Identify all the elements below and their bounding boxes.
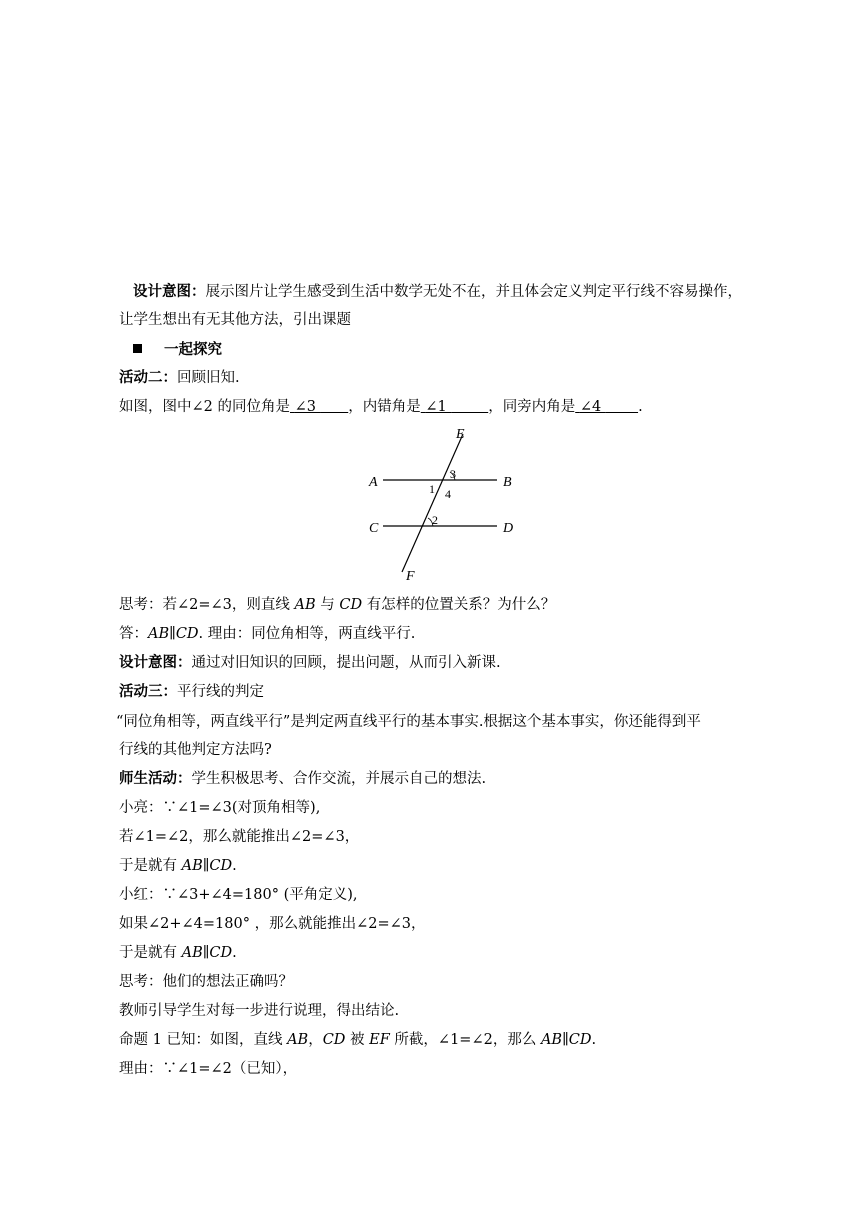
section-heading xyxy=(133,340,222,360)
question-text-2: ，内错角是 xyxy=(348,399,421,415)
label-a: A xyxy=(369,475,378,490)
question-end: . xyxy=(638,399,643,415)
answer-label: 答： xyxy=(119,626,148,642)
prop-end: . xyxy=(591,1032,597,1048)
label-d: D xyxy=(503,521,514,536)
activity-2-text: 回顾旧知. xyxy=(177,370,240,386)
angle-2-label: 2 xyxy=(432,513,438,527)
think-1-text: 思考：若∠2=∠3，则直线 xyxy=(119,597,295,613)
ts-text: 学生积极思考、合作交流，并展示自己的想法. xyxy=(191,771,487,787)
parallel-lines-figure xyxy=(360,422,530,584)
question-text: 如图，图中∠2 的同位角是 xyxy=(119,399,290,415)
design-intent-2-text: 通过对旧知识的回顾，提出问题，从而引入新课. xyxy=(191,655,501,671)
answer-line xyxy=(119,624,415,644)
xiaoliang-1: 小亮：∵∠1=∠3(对顶角相等), xyxy=(119,800,321,816)
design-intent-2-label: 设计意图： xyxy=(119,654,192,671)
var-ab: AB xyxy=(294,597,316,613)
question-text-3: ，同旁内角是 xyxy=(488,399,576,415)
teacher-guide: 教师引导学生对每一步进行说理，得出结论. xyxy=(119,1003,400,1019)
xiaoliang-3 xyxy=(119,856,237,876)
teacher-student-activity xyxy=(119,769,486,789)
answer-parallel: AB∥CD xyxy=(148,626,199,642)
design-intent-label: 设计意图： xyxy=(133,283,206,300)
prop-parallel: AB∥CD xyxy=(540,1032,592,1048)
xh3-parallel: AB∥CD xyxy=(181,945,233,961)
answer-3: ∠4 xyxy=(579,399,606,415)
prop-ab: AB xyxy=(287,1032,309,1048)
answer-blank-1 xyxy=(290,399,348,415)
var-cd: CD xyxy=(339,597,363,613)
label-c: C xyxy=(369,521,379,536)
design-intent-text: 展示图片让学生感受到生活中数学无处不在，并且体会定义判定平行线不容易操作， xyxy=(205,284,742,300)
answer-1: ∠3 xyxy=(294,399,321,415)
answer-blank-2 xyxy=(421,399,488,415)
design-intent-2 xyxy=(119,653,501,673)
prop-text-2: 被 xyxy=(345,1032,370,1048)
prop-text-3: 所截，∠1=∠2，那么 xyxy=(389,1032,541,1048)
xiaohong-1: 小红：∵∠3+∠4=180° (平角定义), xyxy=(119,887,358,903)
label-b: B xyxy=(503,475,512,490)
design-intent-1 xyxy=(133,282,742,302)
xl3-parallel: AB∥CD xyxy=(181,858,233,874)
activity-2 xyxy=(119,368,240,388)
prop-text: 命题 1 已知：如图，直线 xyxy=(119,1032,288,1048)
activity-2-label: 活动二： xyxy=(119,369,177,386)
bullet-square-icon xyxy=(133,344,142,353)
prop-ef: EF xyxy=(369,1032,390,1048)
think-1-text-2: 与 xyxy=(315,597,340,613)
design-intent-1-cont: 让学生想出有无其他方法，引出课题 xyxy=(119,312,351,328)
xl3-text: 于是就有 xyxy=(119,858,182,874)
xl3-end: . xyxy=(232,858,237,874)
answer-blank-3 xyxy=(575,399,638,415)
xh3-text: 于是就有 xyxy=(119,945,182,961)
answer-2: ∠1 xyxy=(425,399,452,415)
angle-4-label: 4 xyxy=(445,487,451,501)
angle-question xyxy=(119,397,643,417)
xiaohong-3 xyxy=(119,943,237,963)
xiaoliang-2: 若∠1=∠2，那么就能推出∠2=∠3， xyxy=(119,829,360,845)
paragraph-1-cont: 行线的其他判定方法吗? xyxy=(119,742,272,758)
think-1 xyxy=(119,595,555,615)
think-2: 思考：他们的想法正确吗？ xyxy=(119,974,293,990)
activity-3-label: 活动三： xyxy=(119,683,177,700)
answer-reason: . 理由：同位角相等，两直线平行. xyxy=(198,626,416,642)
ts-label: 师生活动： xyxy=(119,770,192,787)
prop-cd: CD xyxy=(322,1032,346,1048)
label-e: E xyxy=(456,427,465,442)
think-1-text-3: 有怎样的位置关系？为什么？ xyxy=(362,597,556,613)
xiaohong-2: 如果∠2+∠4=180° ，那么就能推出∠2=∠3， xyxy=(119,916,426,932)
proposition-1 xyxy=(119,1030,596,1050)
label-f: F xyxy=(406,569,415,584)
angle-1-label: 1 xyxy=(429,482,435,496)
paragraph-1: “同位角相等，两直线平行”是判定两直线平行的基本事实.根据这个基本事实，你还能得到平 xyxy=(116,714,701,730)
line-ef xyxy=(402,434,463,572)
angle-3-label: 3 xyxy=(450,467,456,481)
reason-line: 理由：∵∠1=∠2（已知）， xyxy=(119,1061,298,1077)
prop-comma: ， xyxy=(308,1032,323,1048)
xh3-end: . xyxy=(232,945,237,961)
activity-3-text: 平行线的判定 xyxy=(177,684,264,700)
activity-3 xyxy=(119,682,264,702)
section-title: 一起探究 xyxy=(164,341,222,358)
